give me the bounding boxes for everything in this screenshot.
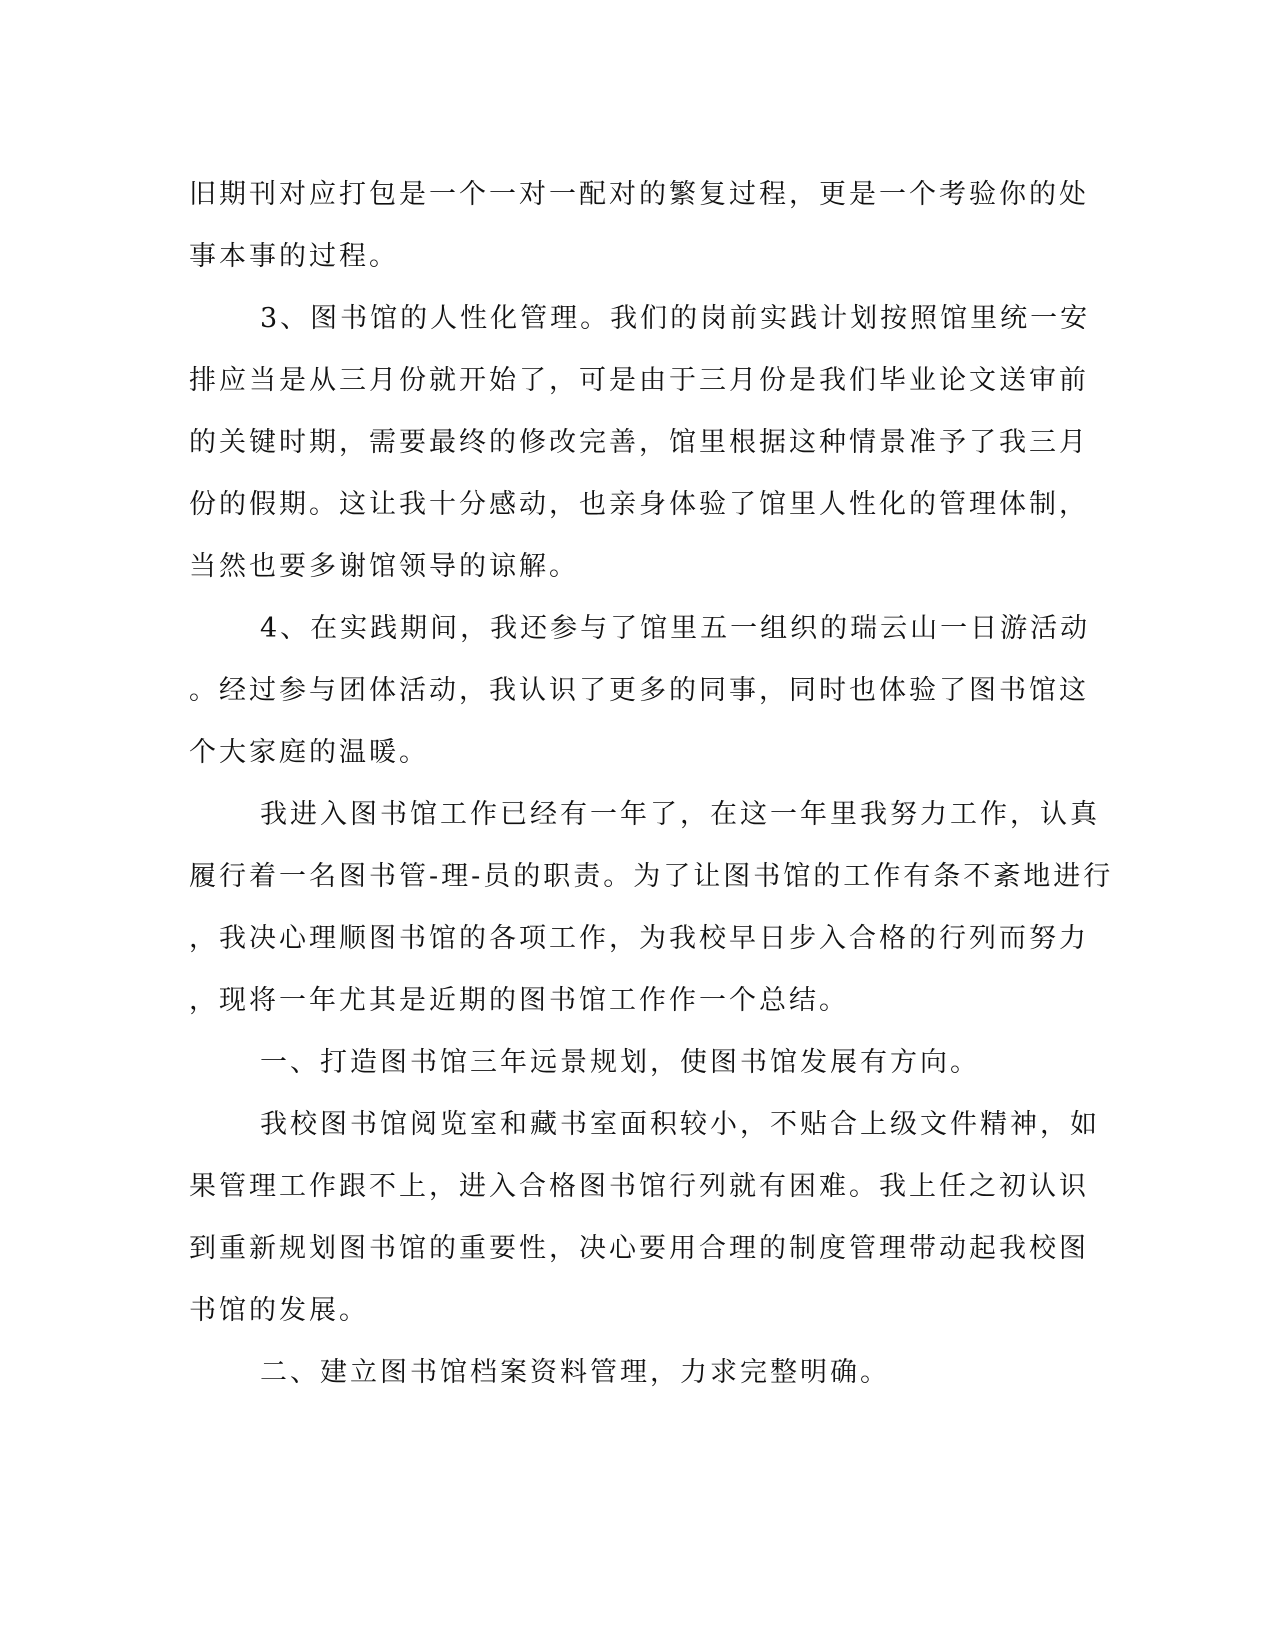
text-line: 。经过参与团体活动，我认识了更多的同事，同时也体验了图书馆这 bbox=[189, 675, 1089, 706]
paragraph-summary-intro bbox=[189, 784, 1114, 1032]
text-line: 一、打造图书馆三年远景规划，使图书馆发展有方向。 bbox=[260, 1047, 980, 1078]
section-heading-two bbox=[189, 1342, 1089, 1404]
text-line: 3、图书馆的人性化管理。我们的岗前实践计划按照馆里统一安 bbox=[260, 303, 1091, 334]
text-line: 二、建立图书馆档案资料管理，力求完整明确。 bbox=[260, 1357, 890, 1388]
text-line: 份的假期。这让我十分感动，也亲身体验了馆里人性化的管理体制， bbox=[189, 489, 1089, 520]
text-line: 个大家庭的温暖。 bbox=[189, 737, 429, 768]
text-line: 果管理工作跟不上，进入合格图书馆行列就有困难。我上任之初认识 bbox=[189, 1171, 1089, 1202]
text-line: 事本事的过程。 bbox=[189, 241, 399, 272]
text-line: 排应当是从三月份就开始了，可是由于三月份是我们毕业论文送审前 bbox=[189, 365, 1089, 396]
text-line: 当然也要多谢馆领导的谅解。 bbox=[189, 551, 579, 582]
paragraph-group-activity bbox=[189, 598, 1089, 784]
paragraph-planning bbox=[189, 1094, 1100, 1342]
text-line: 的关键时期，需要最终的修改完善，馆里根据这种情景准予了我三月 bbox=[189, 427, 1089, 458]
text-line: 旧期刊对应打包是一个一对一配对的繁复过程，更是一个考验你的处 bbox=[189, 179, 1089, 210]
paragraph-continuation bbox=[189, 164, 1089, 288]
paragraph-humanized-management bbox=[189, 288, 1089, 598]
text-line: 4、在实践期间，我还参与了馆里五一组织的瑞云山一日游活动 bbox=[260, 613, 1091, 644]
text-line: 书馆的发展。 bbox=[189, 1295, 369, 1326]
document-body bbox=[189, 164, 1114, 1404]
text-line: 我进入图书馆工作已经有一年了，在这一年里我努力工作，认真 bbox=[260, 799, 1100, 830]
text-line: ，我决心理顺图书馆的各项工作，为我校早日步入合格的行列而努力 bbox=[189, 923, 1089, 954]
text-line: 到重新规划图书馆的重要性，决心要用合理的制度管理带动起我校图 bbox=[189, 1233, 1089, 1264]
section-heading-one bbox=[189, 1032, 1089, 1094]
text-line: 我校图书馆阅览室和藏书室面积较小，不贴合上级文件精神，如 bbox=[260, 1109, 1100, 1140]
text-line: ，现将一年尤其是近期的图书馆工作作一个总结。 bbox=[189, 985, 849, 1016]
text-line: 履行着一名图书管-理-员的职责。为了让图书馆的工作有条不紊地进行 bbox=[189, 861, 1114, 892]
